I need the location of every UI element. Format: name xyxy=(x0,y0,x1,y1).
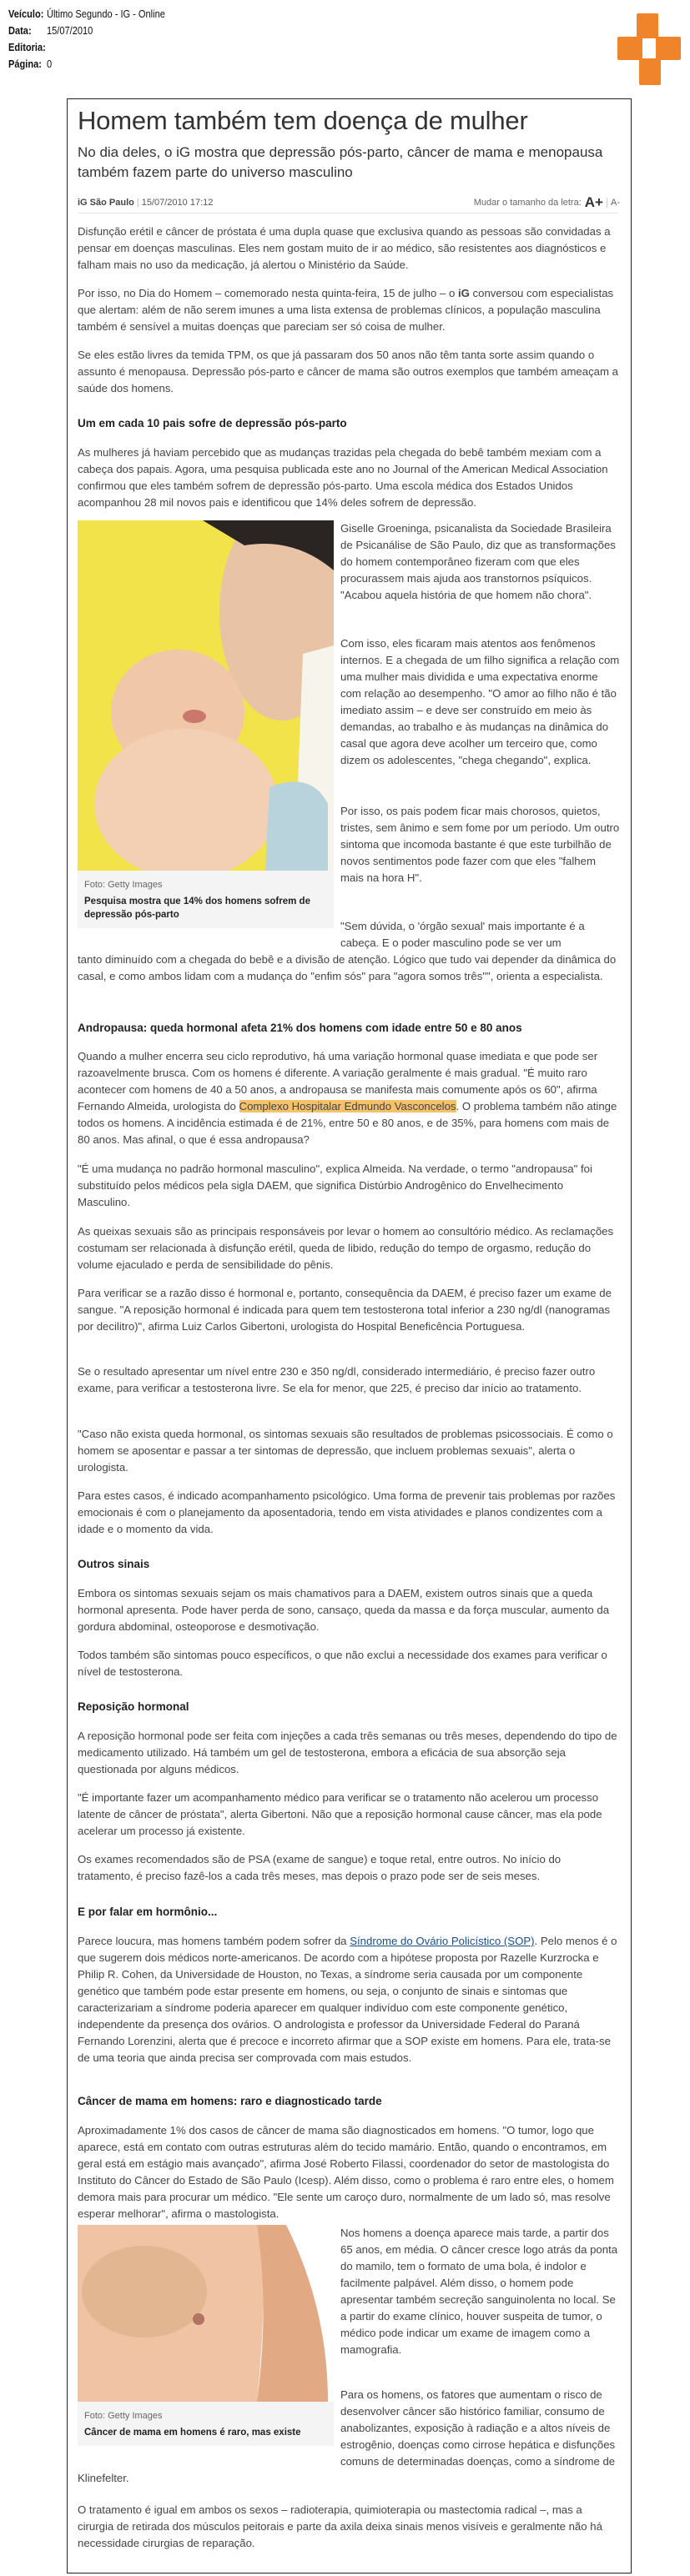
paragraph: "Sem dúvida, o 'órgão sexual' mais importante é a cabeça. E o poder masculino pode se ver um xyxy=(340,920,585,949)
paragraph: Para os homens, os fatores que aumentam o risco de desenvolver câncer são histórico familiar, consumo de anabolizantes, exposição à radiação e a altos níveis de estrogênio, doenças como cirrose hepática e disfunções comuns de determinadas doenças, como a síndrome de xyxy=(340,2388,616,2468)
section-heading: Câncer de mama em homens: raro e diagnosticado tarde xyxy=(78,2095,382,2107)
meta-row-veiculo xyxy=(8,5,186,22)
sop-link[interactable]: Síndrome do Ovário Policístico (SOP) xyxy=(350,1935,535,1947)
paragraph xyxy=(78,1933,618,2066)
paragraph: Por isso, os pais podem ficar mais chorosos, quietos, tristes, sem ânimo e sem fome por um período. Um outro sintoma que incomoda bastante é que este turbilhão de novos sentimentos pode fazer com que eles "falhem mais na hora H". xyxy=(340,805,620,884)
paragraph: Se o resultado apresentar um nível entre 230 e 350 ng/dl, considerado intermediário, é preciso fazer outro exame, para verificar a testosterona livre. Se ela for menor, que 225, é preciso dar início ao tratamento. xyxy=(78,1365,596,1394)
text: Parece loucura, mas homens também podem sofrer da xyxy=(78,1935,350,1947)
meta-label: Página: xyxy=(8,57,42,70)
photo-figure xyxy=(78,520,334,928)
paragraph: Embora os sintomas sexuais sejam os mais chamativos para a DAEM, existem outros sinais que a queda hormonal apresenta. Pode haver perda de sono, cansaço, queda da massa e da força muscular, aumento da gordura abdominal, osteoporose e desmotivação. xyxy=(78,1587,610,1633)
photo-credit: Foto: Getty Images xyxy=(84,880,163,890)
paragraph: "É uma mudança no padrão hormonal masculino", explica Almeida. Na verdade, o termo "andropausa" foi substituído pelos médicos pela sigla DAEM, que significa Distúrbio Androgênico do Envelhecimento Masculino. xyxy=(78,1162,592,1208)
article-title: Homem também tem doença de mulher xyxy=(78,106,528,135)
meta-value: 0 xyxy=(47,57,53,70)
meta-value: Último Segundo - IG - Online xyxy=(47,7,165,20)
section-heading: Reposição hormonal xyxy=(78,1700,189,1713)
paragraph: As queixas sexuais são as principais responsáveis por levar o homem ao consultório médico. As reclamações costumam ser relacionada à disfunção erétil, queda de libido, redução do tempo de orgasmo, redução do volume ejaculado e perda de sensibilidade do pênis. xyxy=(78,1225,614,1271)
font-increase-button[interactable]: A+ xyxy=(584,194,603,210)
paragraph: tanto diminuído com a chegada do bebê e a divisão de atenção. Lógico que tudo vai depender da dinâmica do casal, e como ambos lidam com a mudança do "enfim sós" para "agora somos três"", orienta a especialista. xyxy=(78,953,617,982)
paragraph: O tratamento é igual em ambos os sexos – radioterapia, quimioterapia ou mastectomia radical –, mas a cirurgia de retirada dos músculos peitorais e parte da axila deixa sinais menos visíveis e geralmente não há necessidade cirurgias de reparação. xyxy=(78,2503,602,2549)
meta-label: Veículo: xyxy=(8,7,44,20)
paragraph: Para verificar se a razão disso é hormonal e, portanto, consequência da DAEM, é preciso fazer um exame de sangue. "A reposição hormonal é indicada para quem tem testosterona total inferior a 230 ng/dl (nanogramas por decilitro)", afirma Luiz Carlos Gibertoni, urologista do Hospital Beneficência Portuguesa. xyxy=(78,1287,612,1333)
paragraph: Aproximadamente 1% dos casos de câncer de mama são diagnosticados em homens. "O tumor, logo que aparece, está em contato com outras estruturas além do tecido mamário. Então, quando o encontramos, em geral está em estágio mais avançado", afirma José Roberto Filassi, coordenador do setor de mastologista do Instituto do Câncer do Estado de São Paulo (Icesp). Além disso, como o problema é raro entre eles, o homem demora mais para procurar um médico. "Ele sente um caroço duro, normalmente de um lado só, mas resolve esperar melhorar", afirma o mastologista. xyxy=(78,2124,614,2220)
text: . O problema também não atinge todos os homens. A incidência estimada é de 21%, entre 50 e 80 anos, e de 35%, para homens com mais de 80 anos. Mas afinal, o que é essa andropausa? xyxy=(78,1100,617,1146)
paragraph: "É importante fazer um acompanhamento médico para verificar se o tratamento não acelerou um processo latente de câncer de próstata", alerta Gibertoni. Não que a reposição hormonal cause câncer, mas ela pode acelerar um processo já existente. xyxy=(78,1791,602,1837)
clipping-metadata xyxy=(8,5,186,72)
paragraph xyxy=(78,285,618,335)
brand-ig: iG xyxy=(457,287,470,299)
publish-datetime: 15/07/2010 17:12 xyxy=(141,198,214,208)
article-frame xyxy=(67,98,632,2573)
font-size-label: Mudar o tamanho da letra: xyxy=(473,198,582,208)
section-heading: Outros sinais xyxy=(78,1558,150,1570)
paragraph: Com isso, eles ficaram mais atentos aos fenômenos internos. E a chegada de um filho significa a relação com uma mulher mais dividida e uma expectativa enorme com relação ao desempenho. "O amor ao filho não é tão imediato assim – e deve ser construído em meio às demandas, ao trabalho e às mudanças na dinâmica do casal que agora deve acolher um terceiro que, como dizem os adolescentes, "chega chegando", explica. xyxy=(340,637,620,766)
highlighted-entity: Complexo Hospitalar Edmundo Vasconcelos xyxy=(239,1100,456,1112)
paragraph: Nos homens a doença aparece mais tarde, a partir dos 65 anos, em média. O câncer cresce logo atrás da ponta do mamilo, tem o formato de uma bola, é indolor e facilmente palpável. Além disso, o homem pode apresentar também secreção sanguinolenta no local. Se a partir do exame clínico, houver suspeita de tumor, o médico pode indicar um exame de imagem como a mamografia. xyxy=(340,2227,618,2356)
paragraph: As mulheres já haviam percebido que as mudanças trazidas pela chegada do bebê também mexiam com a cabeça dos papais. Agora, uma pesquisa publicada este ano no Journal of the American Medical Association confirmou que eles também sofrem de depressão pós-parto. Uma escola médica dos Estados Unidos acompanhou 28 mil novos pais e identificou que 14% deles sofrem de depressão. xyxy=(78,446,608,509)
meta-row-data xyxy=(8,22,186,38)
text: conversou com especialistas que alertam: além de não serem imunes a uma lista extensa de problemas clínicos, a população masculina também é sensível a muitas doenças que pareciam ser só coisa de mulher. xyxy=(78,287,614,333)
paragraph: Os exames recomendados são de PSA (exame de sangue) e toque retal, entre outros. No início do tratamento, é preciso fazê-los a cada três meses, mas depois o prazo pode ser de seis meses. xyxy=(78,1853,562,1882)
paragraph: Para estes casos, é indicado acompanhamento psicológico. Uma forma de prevenir tais problemas por razões emocionais é com o planejamento da aposentadoria, tendo em vista atividades e planos condizentes com a idade e o momento da vida. xyxy=(78,1489,616,1535)
photo-figure xyxy=(78,2225,334,2446)
source-name: iG São Paulo xyxy=(78,198,134,208)
photo-caption: Câncer de mama em homens é raro, mas existe xyxy=(84,2428,301,2438)
section-heading: Andropausa: queda hormonal afeta 21% dos homens com idade entre 50 e 80 anos xyxy=(78,1022,522,1034)
paragraph: Klinefelter. xyxy=(78,2472,129,2484)
paragraph xyxy=(78,1048,618,1148)
article-subtitle: No dia deles, o iG mostra que depressão pós-parto, câncer de mama e menopausa também fazem parte do universo masculino xyxy=(78,144,603,180)
text: Por isso, no Dia do Homem – comemorado nesta quinta-feira, 15 de julho – o xyxy=(78,287,458,299)
paragraph: Se eles estão livres da temida TPM, os que já passaram dos 50 anos não têm tanta sorte assim quando o assunto é menopausa. Depressão pós-parto e câncer de mama são outros exemplos que também ameaçam a saúde dos homens. xyxy=(78,349,619,394)
text: Quando a mulher encerra seu ciclo reprodutivo, há uma variação hormonal quase imediata e que pode ser razoavelmente brusca. Com os homens é diferente. A variação geralmente é mais gradual. "É muito raro acontecer com homens de 40 a 50 anos, a andropausa se manifesta mais comumente após os 60", afirma Fernando Almeida, urologista do xyxy=(78,1050,598,1112)
paragraph: Disfunção erétil e câncer de próstata é uma dupla quase que exclusiva quando as pessoas são convidadas a pensar em doenças masculinas. Eles nem gostam muito de ir ao médico, são resistentes aos diagnósticos e falham mais no uso da medicação, já alertou o Ministério da Saúde. xyxy=(78,225,611,271)
paragraph: A reposição hormonal pode ser feita com injeções a cada três semanas ou três meses, dependendo do tipo de medicamento utilizado. Há também um gel de testosterona, embora a eficácia de sua absorção seja questionada por alguns médicos. xyxy=(78,1730,617,1775)
male-chest-photo xyxy=(78,2225,334,2402)
photo-credit: Foto: Getty Images xyxy=(84,2411,163,2421)
section-heading: E por falar em hormônio... xyxy=(78,1906,218,1918)
meta-row-editoria xyxy=(8,38,186,55)
meta-row-pagina xyxy=(8,55,186,72)
paragraph: Giselle Groeninga, psicanalista da Sociedade Brasileira de Psicanálise de São Paulo, diz que as transformações do homem contemporâneo fizeram com que eles procurassem mais ajuda aos transtornos psíquicos. "Acabou aquela história de que homem não chora". xyxy=(340,522,616,601)
meta-value: 15/07/2010 xyxy=(47,23,93,37)
text: . Pelo menos é o que sugerem dois médicos norte-americanos. De acordo com a hipótese proposta por Razelle Kurzrocka e Philip R. Cohen, da Universidade de Houston, no Texas, a síndrome seria causada por um componente genético que também pode estar presente em homens, ou seja, o conjunto de sinais e sintomas que caracterizariam a síndrome poderia aparecer em qualquer indivíduo com este componente genético, independente da presença dos ovários. O andrologista e professor da Universidade Federal do Paraná Fernando Lorenzini, alerta que é precoce e incorreto afirmar que a SOP existe em homens. Para ele, trata-se de uma teoria que ainda precisa ser comprovada com mais estudos. xyxy=(78,1935,617,2064)
father-baby-photo xyxy=(78,520,334,871)
paragraph: "Caso não exista queda hormonal, os sintomas sexuais são resultados de problemas psicossociais. É como o homem se aposentar e passar a ter sintomas de depressão, que incluem problemas sexuais", alerta o urologista. xyxy=(78,1428,613,1474)
photo-caption: Pesquisa mostra que 14% dos homens sofrem de depressão pós-parto xyxy=(84,896,310,920)
meta-label: Editoria: xyxy=(8,40,46,53)
font-size-controls xyxy=(474,194,620,211)
section-heading: Um em cada 10 pais sofre de depressão pós-parto xyxy=(78,417,347,429)
font-decrease-button[interactable]: A- xyxy=(607,198,620,208)
meta-label: Data: xyxy=(8,23,32,37)
paragraph: Todos também são sintomas pouco específicos, o que não exclui a necessidade dos exames para verificar o nível de testosterona. xyxy=(78,1649,607,1678)
byline: iG São Paulo | 15/07/2010 17:12 xyxy=(78,198,214,208)
cross-logo-icon xyxy=(616,12,682,87)
